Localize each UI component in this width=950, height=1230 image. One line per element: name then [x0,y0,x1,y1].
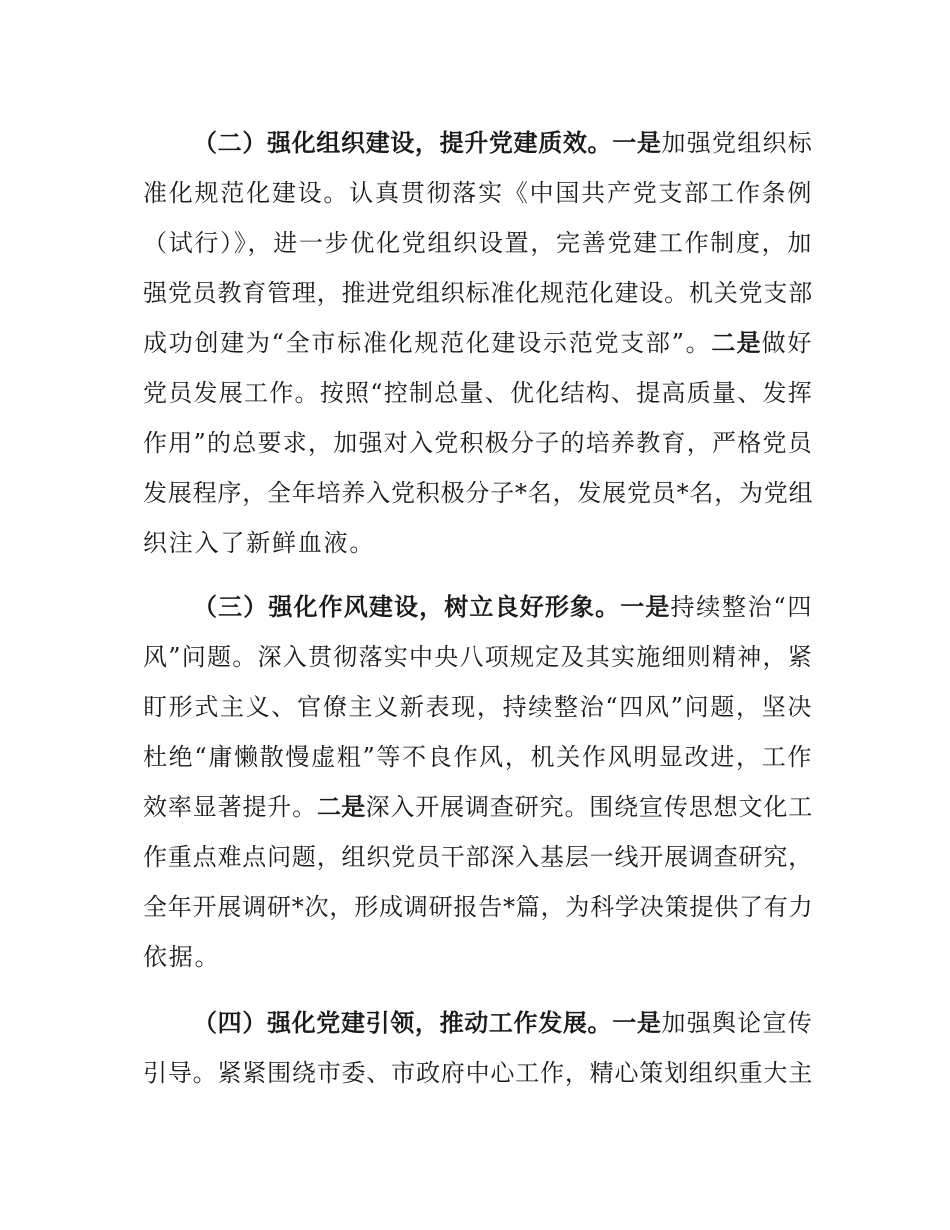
text-line [143,518,813,568]
text-segment: 效率显著提升。 [143,793,318,821]
text-segment: 成功创建为“全市标准化规范化建设示范党支部”。 [143,329,712,357]
text-segment: 杜绝“庸懒散慢虚粗”等不良作风，机关作风明显改进，工作 [143,743,813,771]
text-segment: 党员发展工作。按照“控制总量、优化结构、提高质量、发挥 [143,379,813,407]
text-line [143,998,813,1048]
text-segment: 风”问题。深入贯彻落实中央八项规定及其实施细则精神，紧 [143,643,813,671]
text-line [143,732,813,782]
bold-text-segment: 二是 [317,793,366,821]
bold-text-segment: 一是 [620,593,671,621]
text-line [143,218,813,268]
bold-text-segment: 二是 [711,329,762,357]
text-segment: 深入开展调查研究。围绕宣传思想文化工 [365,793,813,821]
text-line [143,118,813,168]
paragraph-section-4 [143,998,813,1098]
bold-text-segment: （四）强化党建引领，推动工作发展。 [193,1009,613,1037]
text-line [143,882,813,932]
text-line [143,268,813,318]
text-line [143,318,813,368]
text-segment: 全年开展调研*次，形成调研报告*篇，为科学决策提供了有力 [143,893,814,921]
text-line [143,1048,813,1098]
text-segment: 依据。 [143,943,221,971]
paragraph-section-2 [143,118,813,568]
text-line [143,468,813,518]
text-segment: 发展程序，全年培养入党积极分子*名，发展党员*名，为党组 [143,479,814,507]
text-segment: 加强党组织标 [661,129,814,157]
bold-text-segment: 一是 [612,1009,662,1037]
text-line [143,368,813,418]
text-line [143,418,813,468]
text-line [143,832,813,882]
text-segment: 作重点难点问题，组织党员干部深入基层一线开展调查研究， [143,843,813,871]
text-segment: 准化规范化建设。认真贯彻落实《中国共产党支部工作条例 [143,179,813,207]
text-segment: 盯形式主义、官僚主义新表现，持续整治“四风”问题，坚决 [143,693,813,721]
bold-text-segment: （三）强化作风建设，树立良好形象。 [193,593,621,621]
text-line [143,782,813,832]
bold-text-segment: （二）强化组织建设，提升党建质效。 [193,129,613,157]
text-segment: 强党员教育管理，推进党组织标准化规范化建设。机关党支部 [143,279,813,307]
paragraph-section-3 [143,582,813,982]
text-line [143,682,813,732]
text-line [143,932,813,982]
text-segment: 织注入了新鲜血液。 [143,529,376,557]
text-line [143,632,813,682]
text-segment: （试行）》，进一步优化党组织设置，完善党建工作制度，加 [143,229,813,257]
text-segment: 做好 [761,329,814,357]
text-segment: 加强舆论宣传 [661,1009,814,1037]
text-segment: 作用”的总要求，加强对入党积极分子的培养教育，严格党员 [143,429,813,457]
text-line [143,582,813,632]
text-segment: 引导。紧紧围绕市委、市政府中心工作，精心策划组织重大主 [143,1059,813,1087]
text-line [143,168,813,218]
text-segment: 持续整治“四 [670,593,814,621]
bold-text-segment: 一是 [612,129,662,157]
